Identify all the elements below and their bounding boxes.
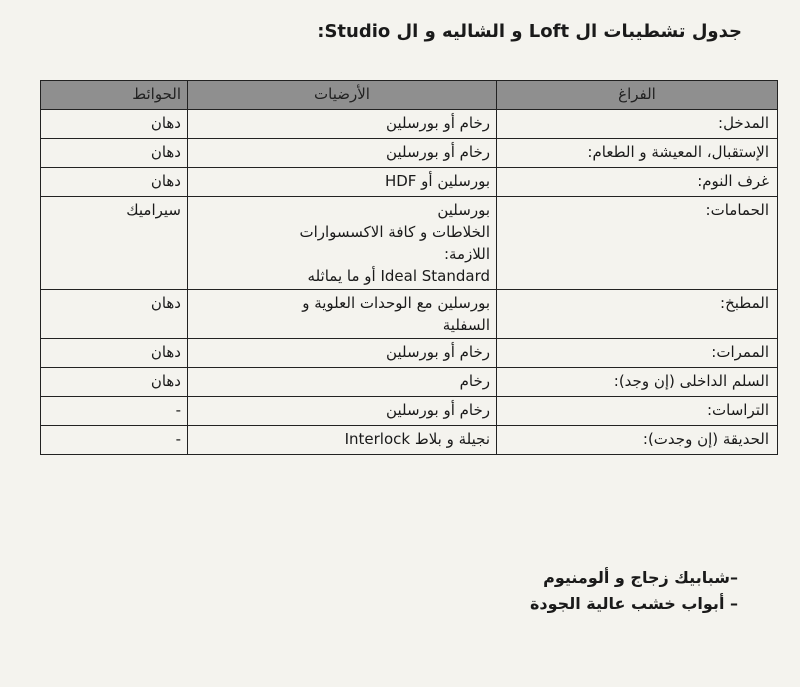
cell-walls: سيراميك [41, 197, 188, 290]
cell-space: الحمامات: [497, 197, 778, 290]
cell-walls: دهان [41, 139, 188, 168]
cell-space: الحديقة (إن وجدت): [497, 426, 778, 455]
floors-line: رخام أو بورسلين [386, 114, 490, 132]
cell-walls: دهان [41, 290, 188, 339]
table-row [41, 197, 778, 290]
floors-line: بورسلين مع الوحدات العلوية و [302, 294, 490, 312]
cell-walls: دهان [41, 168, 188, 197]
cell-floors [188, 110, 497, 139]
floors-line: نجيلة و بلاط Interlock [344, 430, 490, 448]
cell-space: السلم الداخلى (إن وجد): [497, 368, 778, 397]
cell-space: الإستقبال، المعيشة و الطعام: [497, 139, 778, 168]
cell-floors [188, 197, 497, 290]
cell-walls: دهان [41, 368, 188, 397]
header-space: الفراغ [497, 81, 778, 110]
cell-floors [188, 139, 497, 168]
table-row [41, 168, 778, 197]
note-windows: –شبابيك زجاج و ألومنيوم [543, 568, 738, 587]
table-body [41, 110, 778, 455]
cell-space: الممرات: [497, 339, 778, 368]
cell-space: المدخل: [497, 110, 778, 139]
floors-line: بورسلين [437, 201, 490, 219]
table-row [41, 139, 778, 168]
finishes-table [40, 80, 778, 455]
header-floors: الأرضيات [188, 81, 497, 110]
page-title: جدول تشطيبات ال Loft و الشاليه و ال Studio: [317, 21, 742, 42]
floors-line: رخام أو بورسلين [386, 143, 490, 161]
floors-line: رخام [459, 372, 490, 390]
table-row [41, 290, 778, 339]
floors-line: اللازمة: [443, 245, 490, 263]
table-row [41, 339, 778, 368]
finishes-table-wrapper [40, 80, 769, 455]
cell-walls: - [41, 426, 188, 455]
cell-floors [188, 168, 497, 197]
floors-line: رخام أو بورسلين [386, 343, 490, 361]
table-row [41, 397, 778, 426]
cell-floors [188, 426, 497, 455]
cell-floors [188, 368, 497, 397]
cell-floors [188, 397, 497, 426]
cell-walls: - [41, 397, 188, 426]
table-row [41, 426, 778, 455]
cell-floors [188, 290, 497, 339]
floors-line: السفلية [442, 316, 490, 334]
floors-line: Ideal Standard أو ما يماثله [307, 267, 490, 285]
table-header-row [41, 81, 778, 110]
cell-space: غرف النوم: [497, 168, 778, 197]
notes-list [338, 565, 738, 617]
header-walls: الحوائط [41, 81, 188, 110]
cell-floors [188, 339, 497, 368]
cell-walls: دهان [41, 110, 188, 139]
floors-line: بورسلين أو HDF [384, 172, 490, 190]
floors-line: الخلاطات و كافة الاكسسوارات [299, 223, 490, 241]
note-doors: – أبواب خشب عالية الجودة [529, 594, 738, 613]
floors-line: رخام أو بورسلين [386, 401, 490, 419]
cell-space: التراسات: [497, 397, 778, 426]
cell-walls: دهان [41, 339, 188, 368]
cell-space: المطبخ: [497, 290, 778, 339]
table-row [41, 368, 778, 397]
table-row [41, 110, 778, 139]
